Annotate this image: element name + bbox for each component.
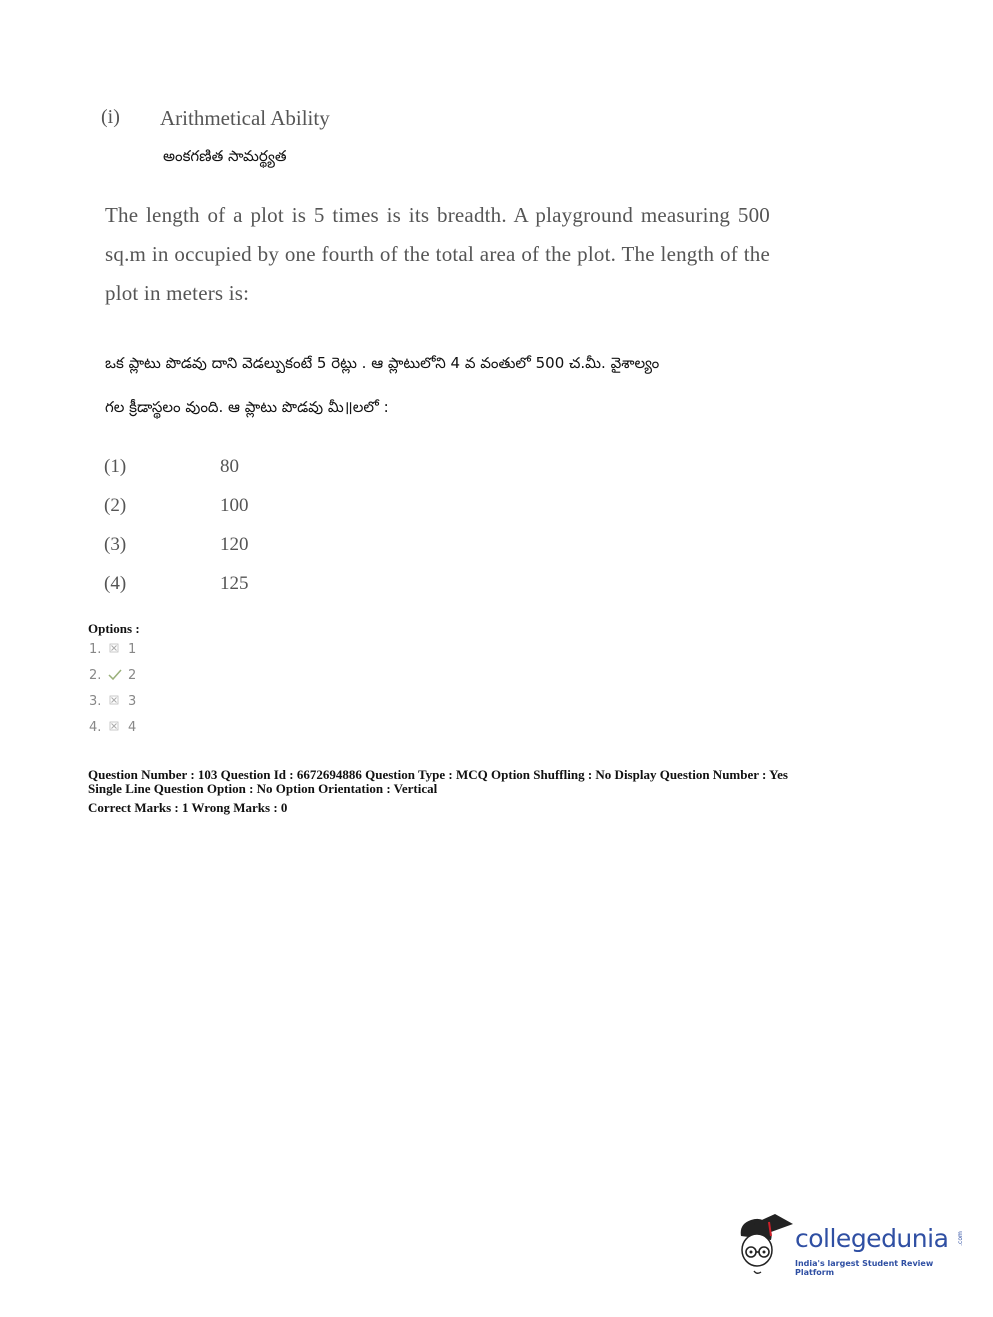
question-meta-line-3: Correct Marks : 1 Wrong Marks : 0	[88, 800, 288, 815]
logo-domain-suffix: .com	[956, 1231, 964, 1246]
option-value: 1	[128, 642, 137, 657]
option-index: 3.	[89, 694, 102, 709]
wrong-mark-icon	[109, 695, 119, 705]
question-text-english: The length of a plot is 5 times is its breadth. A playground measuring 500 sq.m in occupied by one fourth of the total area of the plot. The length of the plot in meters is:	[105, 203, 770, 305]
option-index: 1.	[89, 642, 102, 657]
logo-wordmark: collegedunia	[795, 1224, 949, 1253]
question-meta-line-1: Question Number : 103 Question Id : 6672694886 Question Type : MCQ Option Shuffling : No Display Question Number : Yes	[88, 767, 788, 782]
choice-row	[104, 573, 404, 603]
question-meta-line-2: Single Line Question Option : No Option Orientation : Vertical	[88, 781, 438, 796]
option-value: 2	[128, 668, 137, 683]
choice-row	[104, 534, 404, 564]
choice-value: 125	[220, 573, 249, 594]
choice-value: 100	[220, 495, 249, 516]
section-number: (i)	[101, 106, 120, 128]
wrong-mark-icon	[109, 721, 119, 731]
choice-row	[104, 495, 404, 525]
section-title: Arithmetical Ability	[160, 106, 330, 130]
option-value: 4	[128, 720, 137, 735]
choice-number: (2)	[104, 495, 127, 516]
choice-number: (4)	[104, 573, 127, 594]
question-telugu-line-2: గల క్రీడాస్థలం వుంది. ఆ ప్లాటు పొడవు మీ॥లలో :	[105, 398, 389, 416]
option-item	[89, 668, 209, 688]
choice-number: (3)	[104, 534, 127, 555]
question-telugu-line-1: ఒక ప్లాటు పొడవు దాని వెడల్పుకంటే 5 రెట్లు . ఆ ప్లాటులోని 4 వ వంతులో 500 చ.మీ. వైశాల్యం	[105, 354, 660, 372]
option-index: 4.	[89, 720, 102, 735]
option-item	[89, 694, 209, 714]
option-item	[89, 720, 209, 740]
choice-value: 120	[220, 534, 249, 555]
choice-value: 80	[220, 456, 239, 477]
option-index: 2.	[89, 668, 102, 683]
option-value: 3	[128, 694, 137, 709]
options-label: Options :	[88, 621, 140, 636]
question-text-telugu	[105, 341, 805, 429]
mascot-icon	[735, 1210, 795, 1280]
check-mark-icon	[108, 669, 122, 681]
collegedunia-logo	[735, 1210, 965, 1280]
option-item	[89, 642, 209, 662]
choice-row	[104, 456, 404, 486]
wrong-mark-icon	[109, 643, 119, 653]
logo-tagline: India's largest Student Review Platform	[795, 1259, 934, 1277]
section-title-telugu: అంకగణిత సామర్థ్యత	[163, 147, 287, 165]
choice-number: (1)	[104, 456, 127, 477]
